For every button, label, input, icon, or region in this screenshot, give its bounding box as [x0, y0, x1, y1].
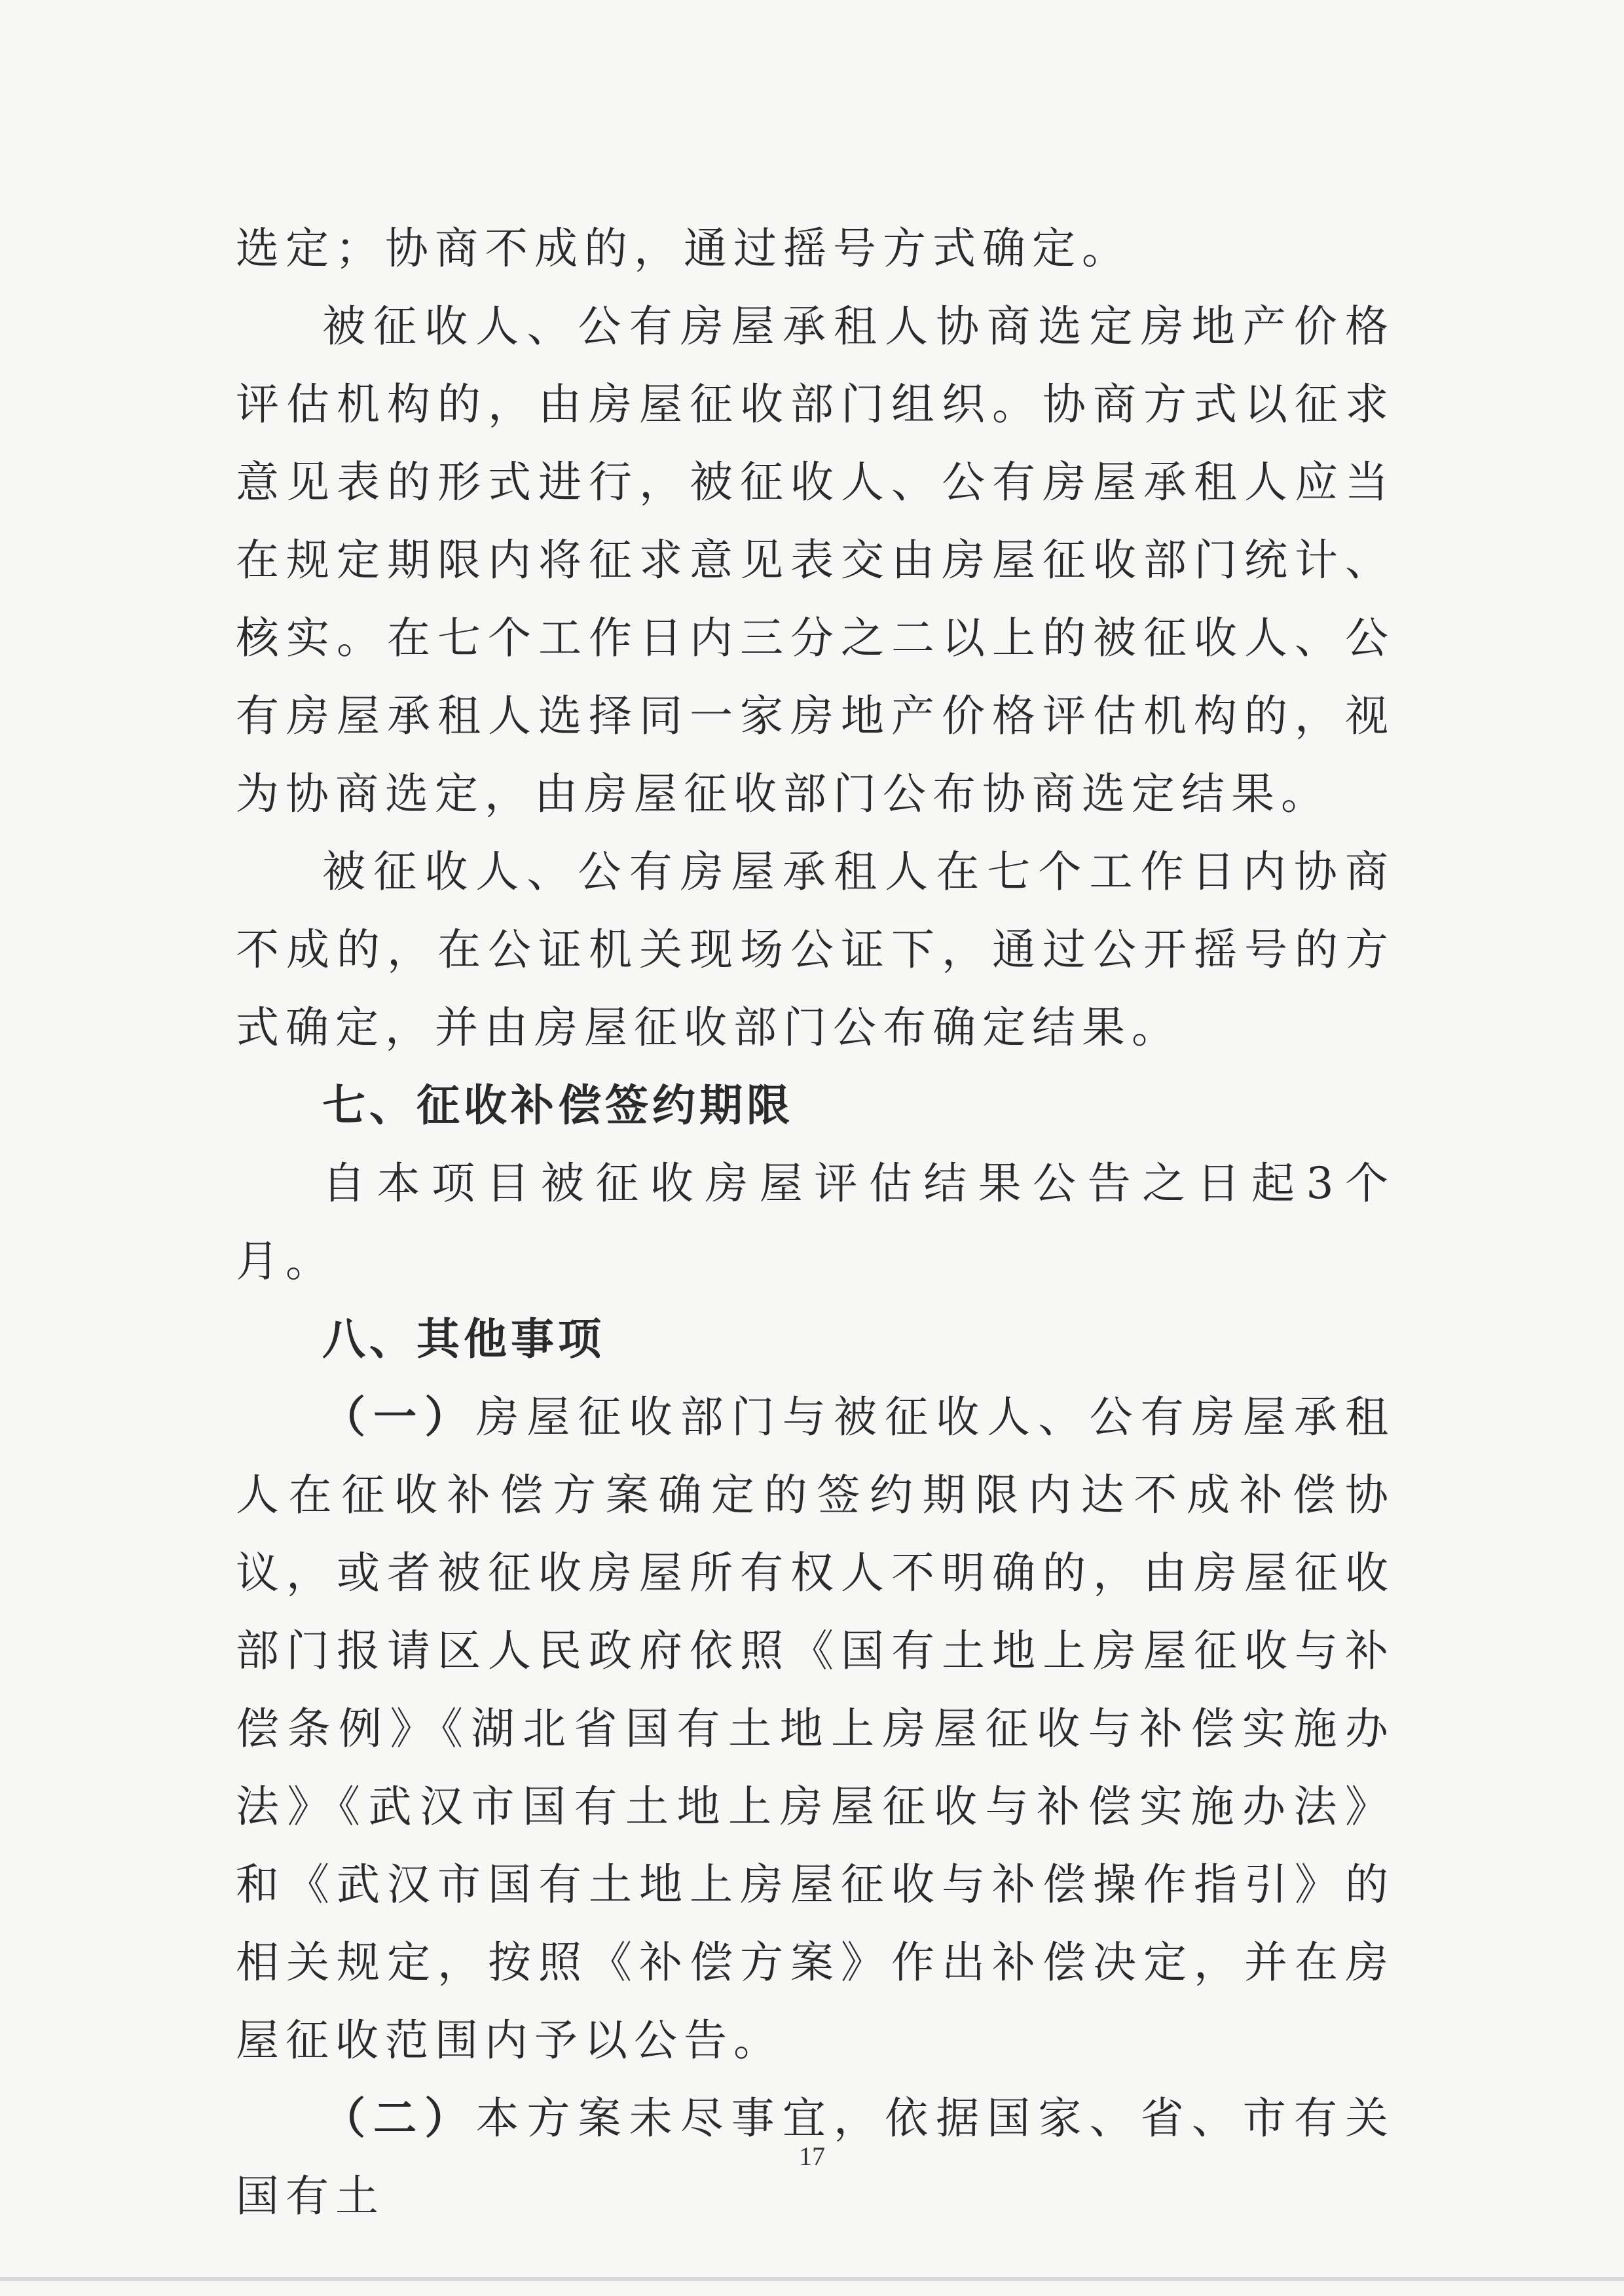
item-text-2: 本方案未尽事宜，依据国家、省、市有关国有土 [236, 2093, 1395, 2221]
section-heading-7: 七、征收补偿签约期限 [322, 1080, 794, 1131]
paragraph-2: 被征收人、公有房屋承租人协商选定房地产价格评估机构的，由房屋征收部门组织。协商方式以征求意见表的形式进行，被征收人、公有房屋承租人应当在规定期限内将征求意见表交由房屋征收部门统计、核实。在七个工作日内三分之二以上的被征收人、公有房屋承租人选择同一家房地产价格评估机构的，视为协商选定，由房屋征收部门公布协商选定结果。 [236, 301, 1395, 819]
document-body [236, 210, 1395, 2235]
scan-edge-divider [0, 2277, 1624, 2281]
paragraph-1: 选定；协商不成的，通过摇号方式确定。 [236, 223, 1132, 274]
page-number: 17 [799, 2141, 825, 2171]
section-heading-8: 八、其他事项 [322, 1314, 605, 1364]
paragraph-5 [236, 1378, 1395, 2079]
item-label-2: （二） [322, 2093, 476, 2143]
paragraph-4: 自本项目被征收房屋评估结果公告之日起3个月。 [236, 1158, 1395, 1286]
item-label-1: （一） [322, 1392, 476, 1442]
item-text-1: 房屋征收部门与被征收人、公有房屋承租人在征收补偿方案确定的签约期限内达不成补偿协议，或者被征收房屋所有权人不明确的，由房屋征收部门报请区人民政府依照《国有土地上房屋征收与补偿条例》《湖北省国有土地上房屋征收与补偿实施办法》《武汉市国有土地上房屋征收与补偿实施办法》和《武汉市国有土地上房屋征收与补偿操作指引》的相关规定，按照《补偿方案》作出补偿决定，并在房屋征收范围内予以公告。 [236, 1392, 1395, 2066]
paragraph-3: 被征收人、公有房屋承租人在七个工作日内协商不成的，在公证机关现场公证下，通过公开摇号的方式确定，并由房屋征收部门公布确定结果。 [236, 847, 1395, 1053]
